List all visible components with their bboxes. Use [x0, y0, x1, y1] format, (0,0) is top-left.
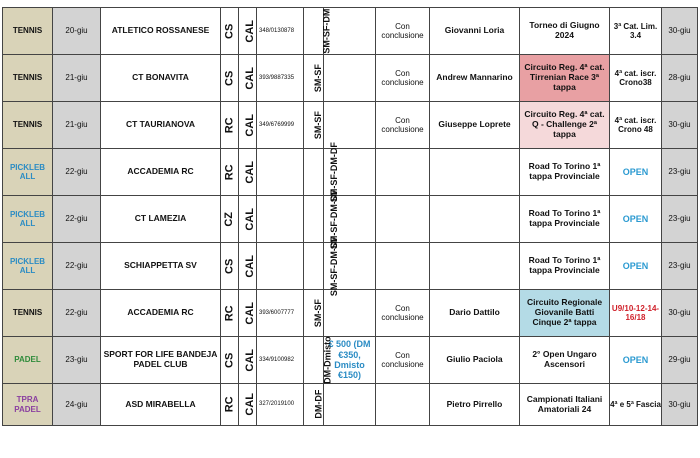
category-cell	[304, 142, 339, 202]
region-cell	[239, 102, 257, 149]
table-row	[3, 243, 698, 290]
sport-cell: TENNIS	[3, 8, 53, 55]
tournament-name-cell: 2° Open Ungaro Ascensori	[520, 337, 610, 384]
conclusion-cell	[376, 243, 430, 290]
region-cell-text: CAL	[243, 207, 256, 231]
club-cell: ACCADEMIA RC	[101, 149, 221, 196]
conclusion-cell	[376, 384, 430, 426]
province-cell-text: RC	[223, 305, 236, 321]
sport-cell: PICKLEB ALL	[3, 149, 53, 196]
province-cell-text: CS	[223, 23, 236, 39]
category-info-cell: OPEN	[610, 337, 662, 384]
table-row	[3, 337, 698, 384]
region-cell	[239, 8, 257, 55]
contact-cell	[430, 196, 520, 243]
phone-cell: 327/2019100	[257, 384, 304, 426]
category-cell	[304, 384, 324, 426]
start-date-cell: 21-giu	[53, 55, 101, 102]
category-cell	[304, 102, 324, 149]
conclusion-cell: Con conclusione	[376, 55, 430, 102]
table-row	[3, 149, 698, 196]
club-cell: SPORT FOR LIFE BANDEJA PADEL CLUB	[101, 337, 221, 384]
tournament-table	[2, 7, 698, 426]
conclusion-cell: Con conclusione	[376, 290, 430, 337]
category-cell-text: SM-SF	[312, 64, 323, 92]
category-info-cell: OPEN	[610, 243, 662, 290]
prize-cell	[324, 384, 376, 426]
end-date-cell: 30-giu	[662, 8, 698, 55]
start-date-cell: 22-giu	[53, 196, 101, 243]
category-cell-text: SM-SF-DM-DF	[328, 142, 339, 202]
province-cell	[221, 337, 239, 384]
province-cell-text: RC	[223, 396, 236, 413]
category-info-cell: U9/10-12-14-16/18	[610, 290, 662, 337]
category-cell-text: SM-SF-DM-DF	[328, 236, 339, 296]
sport-cell: TENNIS	[3, 290, 53, 337]
region-cell-text: CAL	[243, 254, 256, 278]
province-cell-text: CZ	[223, 211, 236, 227]
end-date-cell: 30-giu	[662, 290, 698, 337]
phone-cell: 348/0130878	[257, 8, 304, 55]
province-cell	[221, 102, 239, 149]
region-cell	[239, 384, 257, 426]
end-date-cell: 30-giu	[662, 102, 698, 149]
region-cell-text: CAL	[243, 393, 256, 416]
club-cell: SCHIAPPETTA SV	[101, 243, 221, 290]
category-cell-text: SM-SF	[312, 299, 323, 327]
region-cell	[239, 243, 257, 290]
region-cell-text: CAL	[243, 348, 256, 372]
phone-cell	[257, 149, 304, 196]
table-row	[3, 196, 698, 243]
category-cell	[304, 55, 324, 102]
contact-cell: Andrew Mannarino	[430, 55, 520, 102]
category-cell-text: SM-SF-DM	[321, 8, 332, 54]
region-cell-text: CAL	[243, 19, 256, 43]
sport-cell: PADEL	[3, 337, 53, 384]
contact-cell: Giulio Paciola	[430, 337, 520, 384]
category-cell	[304, 189, 339, 249]
end-date-cell: 23-giu	[662, 243, 698, 290]
province-cell	[221, 243, 239, 290]
tournament-name-cell: Campionati Italiani Amatoriali 24	[520, 384, 610, 426]
category-info-cell: OPEN	[610, 149, 662, 196]
category-info-cell: 4ª e 5ª Fascia	[610, 384, 662, 426]
contact-cell: Giovanni Loria	[430, 8, 520, 55]
region-cell	[239, 196, 257, 243]
tournament-name-cell: Circuito Regionale Giovanile Batti Cinque 2ª tappa	[520, 290, 610, 337]
category-info-cell: 3ª Cat. Lim. 3.4	[610, 8, 662, 55]
tournament-name-cell: Torneo di Giugno 2024	[520, 8, 610, 55]
end-date-cell: 28-giu	[662, 55, 698, 102]
province-cell	[221, 55, 239, 102]
sport-cell: PICKLEB ALL	[3, 243, 53, 290]
conclusion-cell	[376, 196, 430, 243]
prize-cell	[324, 290, 376, 337]
region-cell	[239, 337, 257, 384]
phone-cell: 349/6769999	[257, 102, 304, 149]
club-cell: CT TAURIANOVA	[101, 102, 221, 149]
club-cell: ACCADEMIA RC	[101, 290, 221, 337]
phone-cell: 334/9100982	[257, 337, 304, 384]
start-date-cell: 22-giu	[53, 149, 101, 196]
region-cell	[239, 55, 257, 102]
end-date-cell: 23-giu	[662, 196, 698, 243]
sport-cell: TENNIS	[3, 102, 53, 149]
sport-cell: TENNIS	[3, 55, 53, 102]
province-cell	[221, 384, 239, 426]
sport-cell: PICKLEB ALL	[3, 196, 53, 243]
category-cell	[304, 290, 324, 337]
category-cell	[304, 336, 333, 384]
start-date-cell: 20-giu	[53, 8, 101, 55]
province-cell-text: CS	[223, 70, 236, 86]
phone-cell	[257, 243, 304, 290]
club-cell: ATLETICO ROSSANESE	[101, 8, 221, 55]
table-row	[3, 290, 698, 337]
phone-cell: 393/6007777	[257, 290, 304, 337]
province-cell	[221, 8, 239, 55]
tournament-name-cell: Road To Torino 1ª tappa Provinciale	[520, 196, 610, 243]
category-cell-text: DM-DF	[313, 390, 324, 419]
contact-cell: Giuseppe Loprete	[430, 102, 520, 149]
start-date-cell: 22-giu	[53, 243, 101, 290]
category-cell-text: SM-SF-DM-DF	[328, 189, 339, 249]
start-date-cell: 22-giu	[53, 290, 101, 337]
province-cell	[221, 149, 239, 196]
category-cell-text: DM-Dmisto	[322, 336, 333, 384]
club-cell: ASD MIRABELLA	[101, 384, 221, 426]
conclusion-cell: Con conclusione	[376, 102, 430, 149]
prize-cell: € 500 (DM €350, Dmisto €150)	[324, 337, 376, 384]
province-cell-text: RC	[223, 164, 236, 180]
table-row	[3, 8, 698, 55]
start-date-cell: 23-giu	[53, 337, 101, 384]
region-cell-text: CAL	[243, 66, 256, 90]
phone-cell: 393/9887335	[257, 55, 304, 102]
tournament-name-cell: Road To Torino 1ª tappa Provinciale	[520, 243, 610, 290]
category-info-cell: 4ª cat. iscr. Crono38	[610, 55, 662, 102]
sport-cell: TPRA PADEL	[3, 384, 53, 426]
region-cell-text: CAL	[243, 113, 256, 137]
conclusion-cell: Con conclusione	[376, 337, 430, 384]
phone-cell	[257, 196, 304, 243]
table-row	[3, 55, 698, 102]
start-date-cell: 24-giu	[53, 384, 101, 426]
club-cell: CT BONAVITA	[101, 55, 221, 102]
category-info-cell: 4ª cat. iscr. Crono 48	[610, 102, 662, 149]
prize-cell	[324, 55, 376, 102]
province-cell-text: RC	[223, 117, 236, 133]
province-cell	[221, 196, 239, 243]
end-date-cell: 23-giu	[662, 149, 698, 196]
province-cell-text: CS	[223, 258, 236, 274]
category-cell-text: SM-SF	[312, 111, 323, 139]
category-cell	[304, 236, 339, 296]
province-cell-text: CS	[223, 352, 236, 368]
province-cell	[221, 290, 239, 337]
tournament-name-cell: Road To Torino 1ª tappa Provinciale	[520, 149, 610, 196]
start-date-cell: 21-giu	[53, 102, 101, 149]
conclusion-cell: Con conclusione	[376, 8, 430, 55]
contact-cell: Pietro Pirrello	[430, 384, 520, 426]
category-cell	[304, 8, 332, 55]
contact-cell: Dario Dattilo	[430, 290, 520, 337]
contact-cell	[430, 149, 520, 196]
tournament-name-cell: Circuito Reg. 4ª cat. Tirrenian Race 3ª tappa	[520, 55, 610, 102]
tournament-name-cell: Circuito Reg. 4ª cat. Q - Challenge 2ª tappa	[520, 102, 610, 149]
table-row	[3, 384, 698, 426]
region-cell	[239, 290, 257, 337]
conclusion-cell	[376, 149, 430, 196]
category-info-cell: OPEN	[610, 196, 662, 243]
end-date-cell: 30-giu	[662, 384, 698, 426]
contact-cell	[430, 243, 520, 290]
club-cell: CT LAMEZIA	[101, 196, 221, 243]
end-date-cell: 29-giu	[662, 337, 698, 384]
region-cell-text: CAL	[243, 160, 256, 184]
table-row	[3, 102, 698, 149]
region-cell	[239, 149, 257, 196]
region-cell-text: CAL	[243, 301, 256, 325]
